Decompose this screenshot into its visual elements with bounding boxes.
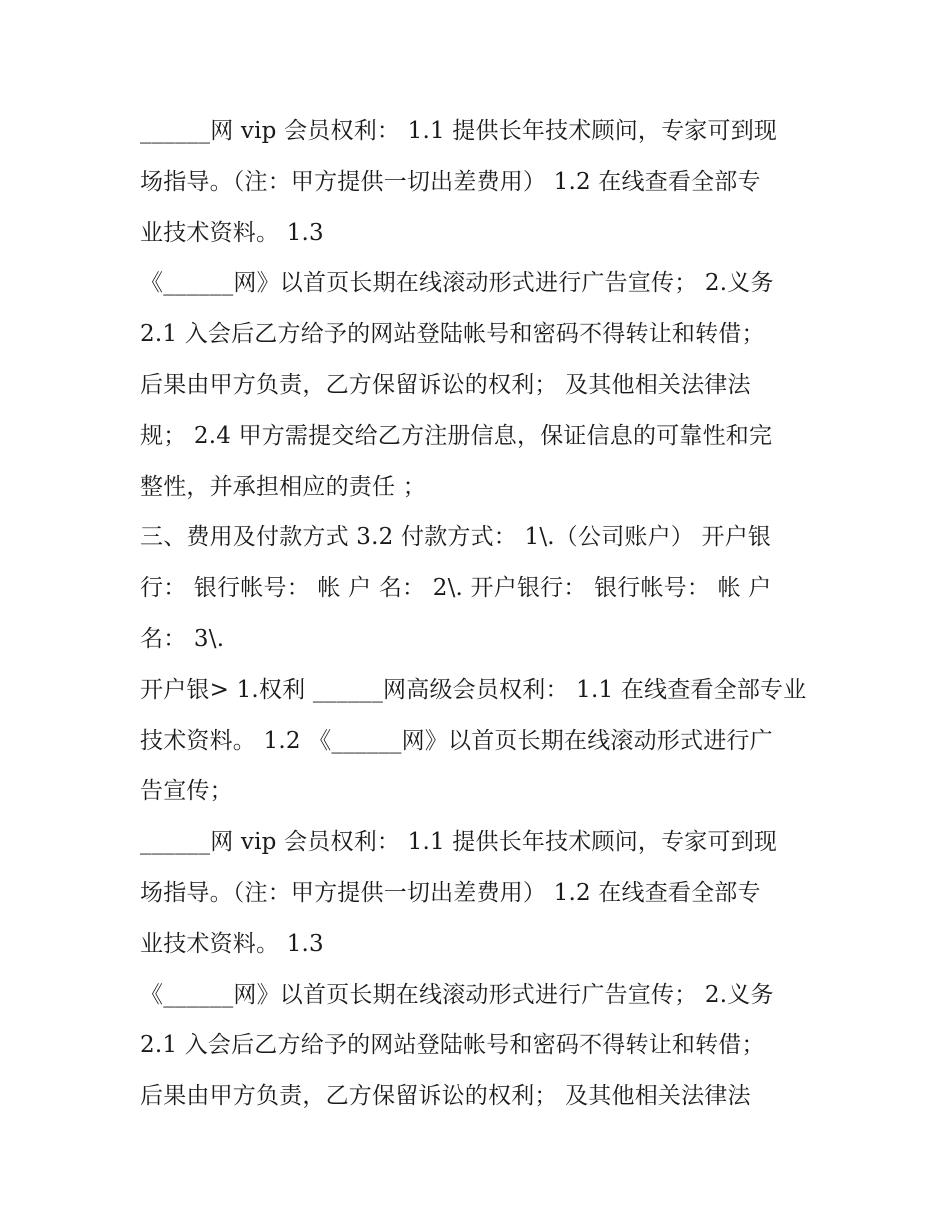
text-line: 三、费用及付款方式 3.2 付款方式： 1\.（公司账户） 开户银 bbox=[140, 524, 772, 551]
text-line: 业技术资料。 1.3 bbox=[140, 219, 324, 246]
text-line: 开户银> 1.权利 ______网高级会员权利： 1.1 在线查看全部专业 bbox=[140, 676, 807, 703]
text-line: 整性，并承担相应的责任 ； bbox=[140, 473, 426, 500]
text-line: 2.1 入会后乙方给予的网站登陆帐号和密码不得转让和转借； bbox=[140, 1032, 765, 1059]
text-line: 行： 银行帐号： 帐 户 名： 2\. 开户银行： 银行帐号： 帐 户 bbox=[140, 575, 772, 602]
text-line: 告宣传； bbox=[140, 778, 233, 805]
text-line: 业技术资料。 1.3 bbox=[140, 930, 324, 957]
text-line: 场指导。（注：甲方提供一切出差费用） 1.2 在线查看全部专 bbox=[140, 879, 761, 906]
text-line: 2.1 入会后乙方给予的网站登陆帐号和密码不得转让和转借； bbox=[140, 321, 765, 348]
text-line: 规； 2.4 甲方需提交给乙方注册信息，保证信息的可靠性和完 bbox=[140, 422, 773, 449]
text-line: 后果由甲方负责，乙方保留诉讼的权利； 及其他相关法律法 bbox=[140, 371, 751, 398]
text-line: 《______网》以首页长期在线滚动形式进行广告宣传； 2.义务 bbox=[140, 270, 774, 297]
text-line: 技术资料。 1.2 《______网》以首页长期在线滚动形式进行广 bbox=[140, 727, 773, 754]
text-line: 《______网》以首页长期在线滚动形式进行广告宣传； 2.义务 bbox=[140, 981, 774, 1008]
text-line: 名： 3\. bbox=[140, 625, 225, 652]
text-line: 后果由甲方负责，乙方保留诉讼的权利； 及其他相关法律法 bbox=[140, 1083, 751, 1110]
text-line: ______网 vip 会员权利： 1.1 提供长年技术顾问，专家可到现 bbox=[140, 118, 778, 144]
text-line: 场指导。（注：甲方提供一切出差费用） 1.2 在线查看全部专 bbox=[140, 168, 761, 195]
document-body bbox=[140, 106, 820, 1122]
text-line: ______网 vip 会员权利： 1.1 提供长年技术顾问，专家可到现 bbox=[140, 829, 778, 856]
